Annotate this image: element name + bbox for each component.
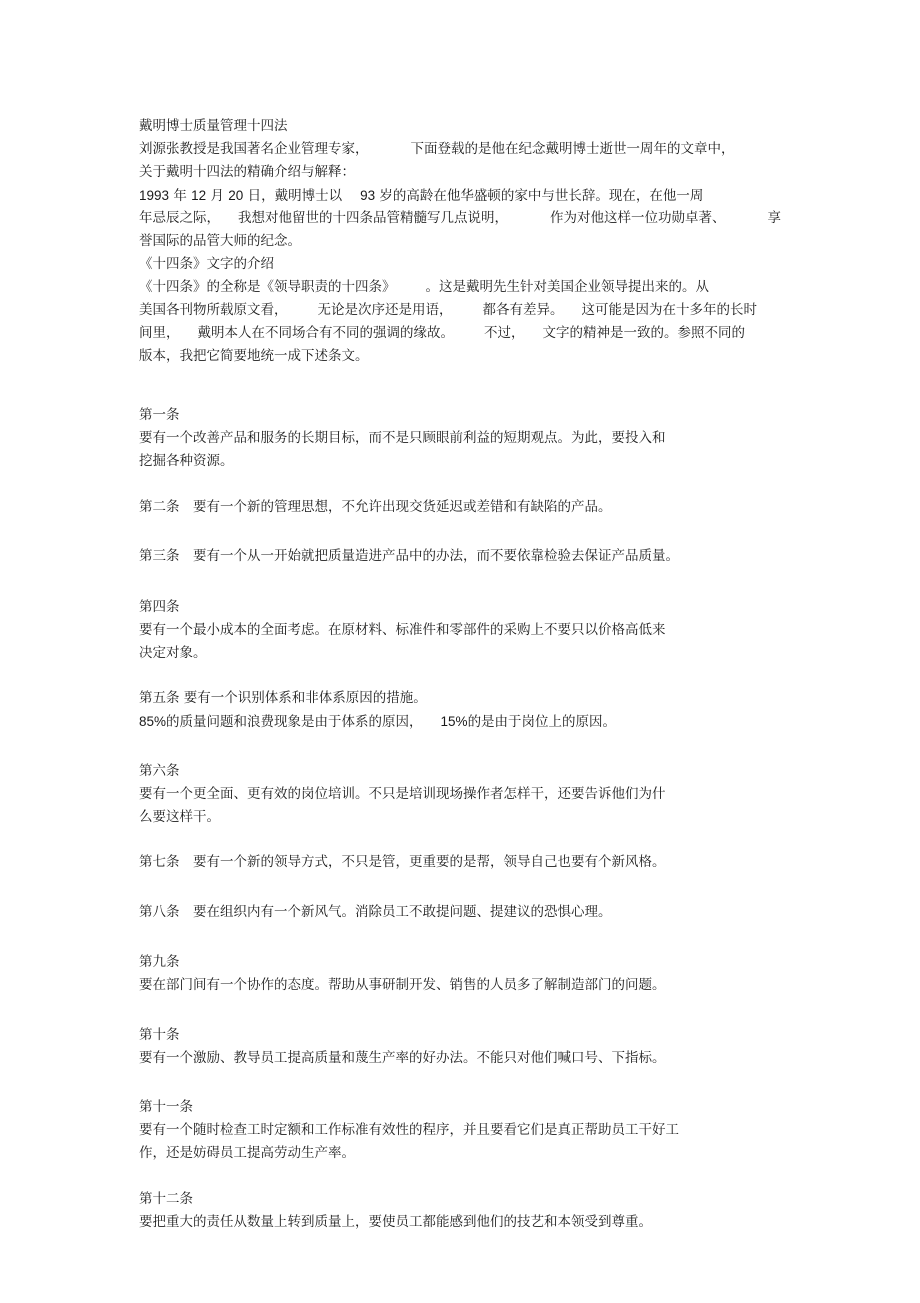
article-10-title: 第十条 — [139, 1027, 180, 1043]
article-12 — [139, 1188, 652, 1234]
article-9 — [139, 951, 666, 997]
article-4-title: 第四条 — [139, 599, 180, 615]
article-4-line-1: 要有一个最小成本的全面考虑。在原材料、标准件和零部件的采购上不要只以价格高低来 — [139, 622, 666, 638]
article-10-line-1: 要有一个激励、教导员工提高质量和蔑生产率的好办法。不能只对他们喊口号、下指标。 — [139, 1050, 666, 1066]
article-7 — [139, 851, 666, 874]
article-1-title: 第一条 — [139, 407, 180, 423]
document-title: 戴明博士质量管理十四法 — [139, 118, 288, 134]
section-line-4: 版本，我把它简要地统一成下述条文。 — [139, 348, 369, 364]
article-7-text: 第七条 要有一个新的领导方式，不只是管，更重要的是帮，领导自己也要有个新风格。 — [139, 854, 666, 870]
article-5-line-1: 85%的质量问题和浪费现象是由于体系的原因， 15%的是由于岗位上的原因。 — [139, 714, 617, 730]
intro-block — [139, 115, 781, 253]
article-12-title: 第十二条 — [139, 1191, 193, 1207]
article-1-line-2: 挖掘各种资源。 — [139, 453, 234, 469]
intro-line-1: 刘源张教授是我国著名企业管理专家， 下面登载的是他在纪念戴明博士逝世一周年的文章中， — [139, 141, 735, 157]
section-block — [139, 253, 757, 368]
section-line-3: 间里， 戴明本人在不同场合有不同的强调的缘故。 不过， 文字的精神是一致的。参照不同的 — [139, 325, 745, 341]
article-6-title: 第六条 — [139, 763, 180, 779]
article-10 — [139, 1024, 666, 1070]
article-1-line-1: 要有一个改善产品和服务的长期目标，而不是只顾眼前利益的短期观点。为此，要投入和 — [139, 430, 666, 446]
section-line-2: 美国各刊物所载原文看， 无论是次序还是用语， 都各有差异。 这可能是因为在十多年的长时 — [139, 302, 757, 318]
article-2 — [139, 496, 612, 519]
article-12-line-1: 要把重大的责任从数量上转到质量上，要使员工都能感到他们的技艺和本领受到尊重。 — [139, 1214, 652, 1230]
intro-line-5: 誉国际的品管大师的纪念。 — [139, 233, 301, 249]
intro-line-2: 关于戴明十四法的精确介绍与解释： — [139, 164, 355, 180]
article-6-line-1: 要有一个更全面、更有效的岗位培训。不只是培训现场操作者怎样干，还要告诉他们为什 — [139, 786, 666, 802]
article-4 — [139, 596, 666, 665]
article-11-line-2: 作，还是妨碍员工提高劳动生产率。 — [139, 1145, 355, 1161]
article-5 — [139, 687, 616, 733]
article-11 — [139, 1096, 679, 1165]
article-1 — [139, 404, 666, 473]
article-9-title: 第九条 — [139, 954, 180, 970]
article-4-line-2: 决定对象。 — [139, 645, 207, 661]
article-6 — [139, 760, 666, 829]
article-6-line-2: 么要这样干。 — [139, 809, 220, 825]
article-9-line-1: 要在部门间有一个协作的态度。帮助从事研制开发、销售的人员多了解制造部门的问题。 — [139, 977, 666, 993]
article-8 — [139, 901, 612, 924]
article-5-title: 第五条 要有一个识别体系和非体系原因的措施。 — [139, 690, 427, 706]
article-2-text: 第二条 要有一个新的管理思想，不允许出现交货延迟或差错和有缺陷的产品。 — [139, 499, 612, 515]
article-8-text: 第八条 要在组织内有一个新风气。消除员工不敢提问题、提建议的恐惧心理。 — [139, 904, 612, 920]
section-heading: 《十四条》文字的介绍 — [139, 256, 274, 272]
intro-line-3: 1993 年 12 月 20 日，戴明博士以 93 岁的高龄在他华盛顿的家中与世长辞。现在，在他一周 — [139, 188, 704, 204]
article-11-title: 第十一条 — [139, 1099, 193, 1115]
article-3-text: 第三条 要有一个从一开始就把质量造进产品中的办法，而不要依靠检验去保证产品质量。 — [139, 548, 679, 564]
intro-line-4: 年忌辰之际， 我想对他留世的十四条品管精髓写几点说明， 作为对他这样一位功勋卓著、 享 — [139, 210, 781, 226]
article-11-line-1: 要有一个随时检查工时定额和工作标准有效性的程序，并且要看它们是真正帮助员工干好工 — [139, 1122, 679, 1138]
section-line-1: 《十四条》的全称是《领导职责的十四条》 。这是戴明先生针对美国企业领导提出来的。从 — [139, 279, 709, 295]
article-3 — [139, 545, 679, 568]
